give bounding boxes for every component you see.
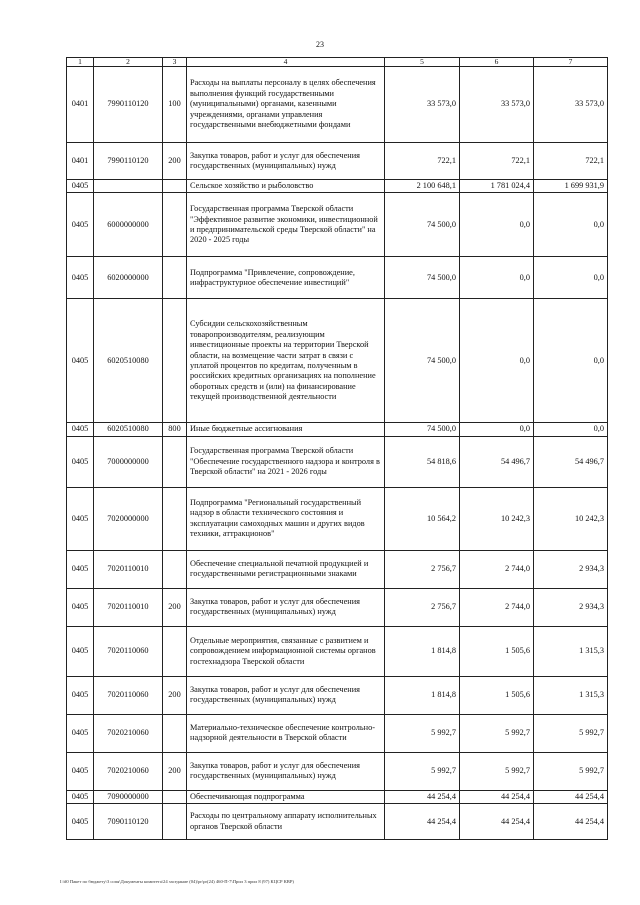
name-cell: Обеспечение специальной печатной продукцией и государственными регистрационными знаками [187,550,385,588]
amount-year2-cell: 0,0 [460,257,534,299]
section-cell: 0405 [67,550,94,588]
column-header: 6 [460,58,534,67]
name-cell: Сельское хозяйство и рыболовство [187,180,385,193]
table-row [67,588,608,626]
amount-year2-cell: 10 242,3 [460,487,534,550]
code-cell: 7990110120 [94,143,163,180]
amount-year3-cell: 722,1 [534,143,608,180]
amount-year2-cell: 5 992,7 [460,752,534,790]
code-cell [94,180,163,193]
expense-type-cell: 200 [163,143,187,180]
name-cell: Расходы на выплаты персоналу в целях обеспечения выполнения функций государственными (муниципальными) органами, казенными учреждениями, органами управления государственными внебюджетными фондами [187,67,385,143]
table-row [67,423,608,436]
amount-year2-cell: 1 505,6 [460,676,534,714]
amount-year3-cell: 5 992,7 [534,752,608,790]
section-cell: 0405 [67,299,94,423]
column-header: 5 [385,58,460,67]
amount-year2-cell: 2 744,0 [460,588,534,626]
code-cell: 7000000000 [94,436,163,487]
amount-year3-cell: 44 254,4 [534,790,608,803]
code-cell: 7020110060 [94,676,163,714]
section-cell: 0405 [67,257,94,299]
amount-year2-cell: 722,1 [460,143,534,180]
amount-year1-cell: 54 818,6 [385,436,460,487]
name-cell: Закупка товаров, работ и услуг для обеспечения государственных (муниципальных) нужд [187,752,385,790]
amount-year1-cell: 1 814,8 [385,676,460,714]
expense-type-cell [163,550,187,588]
amount-year1-cell: 74 500,0 [385,423,460,436]
budget-table [66,57,608,840]
expense-type-cell [163,626,187,676]
name-cell: Закупка товаров, работ и услуг для обеспечения государственных (муниципальных) нужд [187,676,385,714]
section-cell: 0405 [67,752,94,790]
section-cell: 0405 [67,436,94,487]
amount-year1-cell: 44 254,4 [385,790,460,803]
page-number: 23 [316,40,324,49]
section-cell: 0405 [67,588,94,626]
code-cell: 7020110010 [94,550,163,588]
expense-type-cell [163,790,187,803]
code-cell: 6000000000 [94,193,163,257]
section-cell: 0405 [67,193,94,257]
name-cell: Иные бюджетные ассигнования [187,423,385,436]
column-header: 7 [534,58,608,67]
table-row [67,550,608,588]
table-row [67,714,608,752]
code-cell: 7020110010 [94,588,163,626]
footer-path: I:\#0 Пакет по бюджету\3 сопя\Документы комитета\24 заседание (04)\pr\pr(24) 460-П-7\Прил 3 прил 8 (97) КЦСР КВР) [60,879,294,884]
name-cell: Обеспечивающая подпрограмма [187,790,385,803]
amount-year3-cell: 5 992,7 [534,714,608,752]
section-cell: 0405 [67,676,94,714]
amount-year3-cell: 2 934,3 [534,588,608,626]
table-body [67,67,608,840]
section-cell: 0405 [67,626,94,676]
table-row [67,676,608,714]
name-cell: Закупка товаров, работ и услуг для обеспечения государственных (муниципальных) нужд [187,588,385,626]
amount-year1-cell: 2 100 648,1 [385,180,460,193]
table-row [67,67,608,143]
table-row [67,436,608,487]
code-cell: 6020510080 [94,423,163,436]
amount-year1-cell: 1 814,8 [385,626,460,676]
name-cell: Субсидии сельскохозяйственным товаропроизводителям, реализующим инвестиционные проекты на территории Тверской области, на возмещение части затрат в связи с уплатой процентов по кредитам, полученным в российских кредитных организациях на пополнение оборотных средств и (или) на финансирование текущей производственной деятельности [187,299,385,423]
amount-year1-cell: 5 992,7 [385,752,460,790]
expense-type-cell [163,180,187,193]
name-cell: Подпрограмма "Привлечение, сопровождение, инфраструктурное обеспечение инвестиций" [187,257,385,299]
amount-year3-cell: 0,0 [534,299,608,423]
amount-year1-cell: 722,1 [385,143,460,180]
amount-year3-cell: 0,0 [534,193,608,257]
amount-year2-cell: 33 573,0 [460,67,534,143]
amount-year3-cell: 44 254,4 [534,804,608,840]
expense-type-cell [163,299,187,423]
name-cell: Государственная программа Тверской области "Эффективное развитие экономики, инвестиционной и предпринимательской среды Тверской области" на 2020 - 2025 годы [187,193,385,257]
code-cell: 7020210060 [94,714,163,752]
table-row [67,626,608,676]
amount-year3-cell: 54 496,7 [534,436,608,487]
amount-year1-cell: 2 756,7 [385,550,460,588]
code-cell: 7090000000 [94,790,163,803]
column-header: 2 [94,58,163,67]
column-header: 1 [67,58,94,67]
section-cell: 0405 [67,423,94,436]
amount-year2-cell: 1 781 024,4 [460,180,534,193]
expense-type-cell: 200 [163,752,187,790]
table-row [67,193,608,257]
amount-year3-cell: 10 242,3 [534,487,608,550]
amount-year2-cell: 0,0 [460,423,534,436]
amount-year1-cell: 74 500,0 [385,257,460,299]
amount-year3-cell: 0,0 [534,423,608,436]
table-row [67,299,608,423]
amount-year1-cell: 5 992,7 [385,714,460,752]
amount-year3-cell: 1 315,3 [534,626,608,676]
code-cell: 6020000000 [94,257,163,299]
amount-year3-cell: 33 573,0 [534,67,608,143]
amount-year2-cell: 0,0 [460,299,534,423]
code-cell: 7020000000 [94,487,163,550]
expense-type-cell: 100 [163,67,187,143]
amount-year3-cell: 0,0 [534,257,608,299]
code-cell: 6020510080 [94,299,163,423]
expense-type-cell: 200 [163,676,187,714]
expense-type-cell [163,714,187,752]
amount-year3-cell: 1 315,3 [534,676,608,714]
amount-year1-cell: 44 254,4 [385,804,460,840]
section-cell: 0405 [67,180,94,193]
table-row [67,257,608,299]
table-row [67,790,608,803]
name-cell: Государственная программа Тверской области "Обеспечение государственного надзора и контроля в Тверской области" на 2021 - 2026 годы [187,436,385,487]
code-cell: 7090110120 [94,804,163,840]
name-cell: Материально-техническое обеспечение контрольно-надзорной деятельности в Тверской области [187,714,385,752]
table-row [67,804,608,840]
amount-year3-cell: 1 699 931,9 [534,180,608,193]
code-cell: 7020210060 [94,752,163,790]
amount-year2-cell: 5 992,7 [460,714,534,752]
amount-year1-cell: 74 500,0 [385,299,460,423]
expense-type-cell: 800 [163,423,187,436]
table-row [67,143,608,180]
column-header: 3 [163,58,187,67]
code-cell: 7020110060 [94,626,163,676]
amount-year2-cell: 2 744,0 [460,550,534,588]
expense-type-cell [163,804,187,840]
expense-type-cell [163,193,187,257]
amount-year1-cell: 10 564,2 [385,487,460,550]
section-cell: 0405 [67,714,94,752]
column-header: 4 [187,58,385,67]
section-cell: 0401 [67,143,94,180]
header-row [67,58,608,67]
amount-year2-cell: 0,0 [460,193,534,257]
name-cell: Закупка товаров, работ и услуг для обеспечения государственных (муниципальных) нужд [187,143,385,180]
name-cell: Отдельные мероприятия, связанные с развитием и сопровождением информационной системы органов гостехнадзора Тверской области [187,626,385,676]
section-cell: 0401 [67,67,94,143]
section-cell: 0405 [67,487,94,550]
amount-year2-cell: 44 254,4 [460,790,534,803]
table-row [67,752,608,790]
code-cell: 7990110120 [94,67,163,143]
expense-type-cell [163,487,187,550]
section-cell: 0405 [67,804,94,840]
section-cell: 0405 [67,790,94,803]
name-cell: Подпрограмма "Региональный государственный надзор в области технического состояния и эксплуатации самоходных машин и других видов техники, аттракционов" [187,487,385,550]
table-row [67,487,608,550]
expense-type-cell: 200 [163,588,187,626]
name-cell: Расходы по центральному аппарату исполнительных органов Тверской области [187,804,385,840]
amount-year1-cell: 2 756,7 [385,588,460,626]
amount-year3-cell: 2 934,3 [534,550,608,588]
table-row [67,180,608,193]
amount-year2-cell: 54 496,7 [460,436,534,487]
amount-year1-cell: 74 500,0 [385,193,460,257]
expense-type-cell [163,257,187,299]
amount-year1-cell: 33 573,0 [385,67,460,143]
amount-year2-cell: 1 505,6 [460,626,534,676]
amount-year2-cell: 44 254,4 [460,804,534,840]
expense-type-cell [163,436,187,487]
